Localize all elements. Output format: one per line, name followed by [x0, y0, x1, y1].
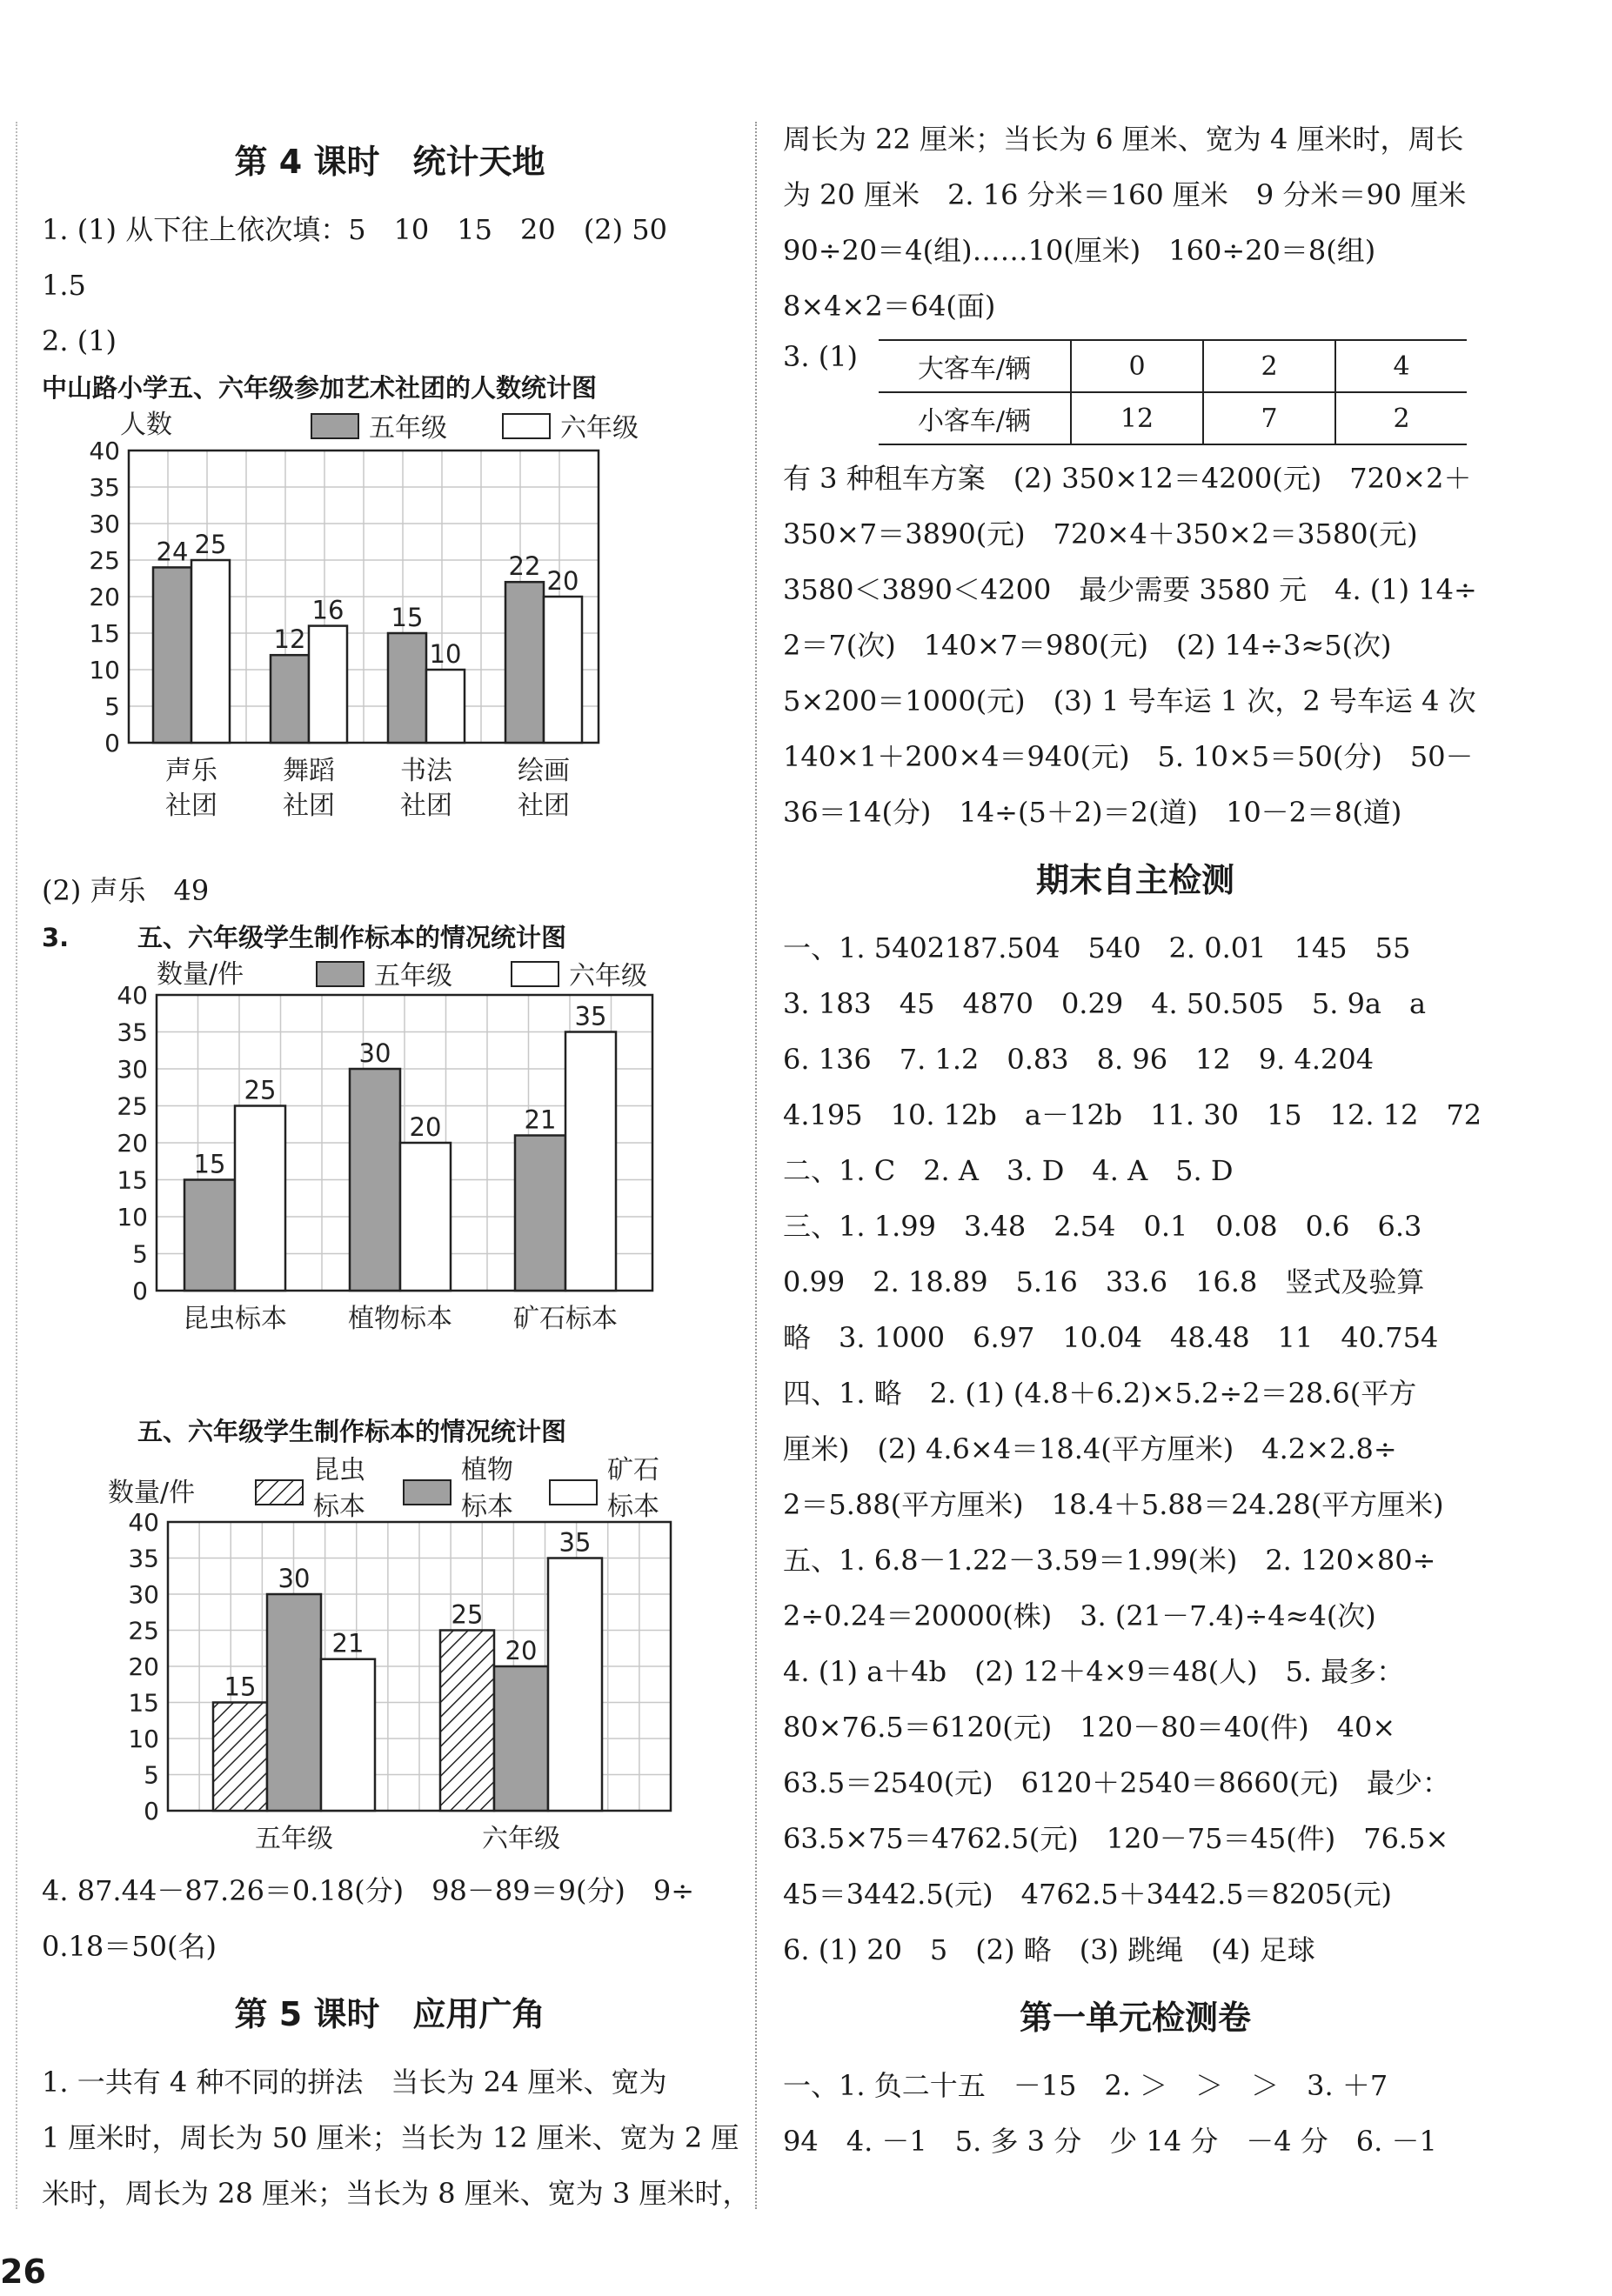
bar-value-label: 30 — [278, 1564, 311, 1593]
table-cell: 7 — [1203, 392, 1335, 444]
bar — [494, 1666, 548, 1811]
table-cell: 2 — [1203, 340, 1335, 392]
y-axis-label: 人数 — [120, 410, 172, 440]
q2-label: 2. (1) — [42, 324, 117, 357]
bar — [400, 1143, 451, 1291]
answer-line: 三、1. 1.99 3.48 2.54 0.1 0.08 0.6 6.3 — [783, 1210, 1422, 1243]
y-axis-label: 数量/件 — [157, 959, 244, 990]
x-tick-label: 五年级 — [255, 1824, 333, 1854]
bar — [350, 1069, 400, 1291]
bar — [505, 582, 544, 743]
y-tick-label: 40 — [117, 981, 148, 1010]
y-tick-label: 15 — [128, 1688, 159, 1718]
y-tick-label: 5 — [132, 1239, 148, 1269]
bar — [544, 597, 582, 743]
right-column — [783, 111, 1488, 2169]
bar — [271, 655, 309, 743]
legend-label: 标本 — [313, 1492, 365, 1522]
left-margin-divider — [16, 122, 17, 2209]
x-tick-label: 社团 — [283, 791, 335, 821]
legend-swatch — [503, 414, 550, 438]
legend-label: 五年级 — [369, 413, 447, 444]
legend-label: 标本 — [607, 1492, 659, 1522]
unit1-test-title: 第一单元检测卷 — [1019, 1999, 1251, 2037]
y-tick-label: 35 — [117, 1018, 148, 1047]
bar-value-label: 24 — [156, 537, 189, 567]
table-cell: 大客车/辆 — [879, 340, 1071, 392]
answer-line: 350×7＝3890(元) 720×4＋350×2＝3580(元) — [783, 517, 1418, 551]
lesson4-title: 第 4 课时 统计天地 — [234, 143, 545, 181]
y-tick-label: 30 — [128, 1580, 159, 1609]
legend-label: 矿石 — [607, 1455, 659, 1485]
legend-label: 六年级 — [569, 961, 647, 991]
table-row — [879, 340, 1467, 392]
answer-line: 63.5＝2540(元) 6120＋2540＝8660(元) 最少： — [783, 1766, 1450, 1799]
bar-value-label: 21 — [524, 1105, 557, 1135]
bar — [235, 1106, 285, 1292]
bar-value-label: 22 — [508, 551, 541, 582]
answer-line: 0.99 2. 18.89 5.16 33.6 16.8 竖式及验算 — [783, 1265, 1425, 1298]
answer-line: 90÷20＝4(组)……10(厘米) 160÷20＝8(组) — [783, 234, 1376, 267]
y-tick-label: 20 — [89, 583, 120, 611]
y-tick-label: 40 — [128, 1508, 159, 1537]
answer-line: 略 3. 1000 6.97 10.04 48.48 11 40.754 — [783, 1321, 1439, 1354]
bar — [153, 567, 191, 743]
l5-line2: 1 厘米时，周长为 50 厘米；当长为 12 厘米、宽为 2 厘 — [42, 2121, 739, 2154]
x-tick-label: 书法 — [400, 756, 452, 786]
answer-line: 2÷0.24＝20000(株) 3. (21－7.4)÷4≈4(次) — [783, 1599, 1376, 1632]
bar-value-label: 35 — [559, 1527, 592, 1558]
bar — [184, 1180, 235, 1292]
chart1-title: 中山路小学五、六年级参加艺术社团的人数统计图 — [42, 373, 598, 403]
answer-line: 周长为 22 厘米；当长为 6 厘米、宽为 4 厘米时，周长 — [783, 123, 1464, 156]
x-tick-label: 绘画 — [518, 756, 570, 786]
x-tick-label: 社团 — [165, 791, 217, 821]
y-tick-label: 0 — [104, 729, 120, 758]
table-cell: 4 — [1335, 340, 1467, 392]
y-tick-label: 25 — [117, 1091, 148, 1121]
answer-line: 为 20 厘米 2. 16 分米＝160 厘米 9 分米＝90 厘米 — [783, 178, 1467, 211]
page-number: 26 — [0, 2253, 46, 2291]
answer-line: 6. (1) 20 5 (2) 略 (3) 跳绳 (4) 足球 — [783, 1933, 1315, 1966]
legend-label: 植物 — [461, 1455, 513, 1485]
answer-line: 3580＜3890＜4200 最少需要 3580 元 4. (1) 14÷ — [783, 573, 1477, 606]
bar — [548, 1558, 602, 1812]
answer-line: 63.5×75＝4762.5(元) 120－75＝45(件) 76.5× — [783, 1822, 1449, 1855]
y-tick-label: 0 — [132, 1277, 148, 1305]
bar — [515, 1136, 565, 1292]
legend-swatch — [512, 962, 559, 986]
y-tick-label: 25 — [89, 546, 120, 575]
bar — [309, 626, 347, 743]
bar — [267, 1594, 321, 1811]
bar-value-label: 25 — [244, 1075, 277, 1105]
legend-swatch — [311, 414, 358, 438]
x-tick-label: 社团 — [518, 791, 570, 821]
bar — [321, 1659, 375, 1811]
bar — [213, 1703, 267, 1812]
y-tick-label: 20 — [117, 1129, 148, 1158]
l5-line3: 米时，周长为 28 厘米；当长为 8 厘米、宽为 3 厘米时， — [42, 2177, 751, 2210]
x-tick-label: 植物标本 — [348, 1304, 452, 1334]
answer-line: 2＝7(次) 140×7＝980(元) (2) 14÷3≈5(次) — [783, 629, 1392, 662]
bar — [426, 670, 465, 743]
answer-line: 3. 183 45 4870 0.29 4. 50.505 5. 9a a — [783, 987, 1427, 1020]
answer-line: 一、1. 负二十五 －15 2. ＞ ＞ ＞ 3. ＋7 — [783, 2069, 1388, 2102]
answers-block-a — [783, 111, 1488, 334]
answer-line: 140×1＋200×4＝940(元) 5. 10×5＝50(分) 50－ — [783, 740, 1474, 773]
l5-line1: 1. 一共有 4 种不同的拼法 当长为 24 厘米、宽为 — [42, 2066, 667, 2099]
x-tick-label: 社团 — [400, 791, 452, 821]
y-tick-label: 15 — [117, 1165, 148, 1195]
chart2-title: 五、六年级学生制作标本的情况统计图 — [137, 923, 567, 952]
y-tick-label: 5 — [104, 692, 120, 721]
answer-line: 二、1. C 2. A 3. D 4. A 5. D — [783, 1154, 1234, 1187]
answer-line: 四、1. 略 2. (1) (4.8＋6.2)×5.2÷2＝28.6(平方 — [783, 1377, 1417, 1410]
q1-line2: 1.5 — [42, 269, 86, 302]
q3-table-row — [783, 339, 1488, 445]
answer-line: 4. (1) a＋4b (2) 12＋4×9＝48(人) 5. 最多： — [783, 1655, 1405, 1688]
bar-value-label: 15 — [224, 1672, 257, 1702]
bar-value-label: 25 — [451, 1599, 484, 1630]
table-cell: 12 — [1071, 392, 1203, 444]
q3-label: 3. — [42, 923, 70, 952]
chart3-title: 五、六年级学生制作标本的情况统计图 — [137, 1417, 567, 1446]
x-tick-label: 舞蹈 — [283, 756, 335, 786]
q3-label: 3. (1) — [783, 340, 859, 373]
answer-line: 36＝14(分) 14÷(5＋2)＝2(道) 10－2＝8(道) — [783, 796, 1402, 829]
bar-value-label: 20 — [409, 1112, 442, 1142]
answers-block-c — [783, 920, 1488, 1978]
answer-line: 6. 136 7. 1.2 0.83 8. 96 12 9. 4.204 — [783, 1043, 1375, 1076]
table-cell: 2 — [1335, 392, 1467, 444]
bar-value-label: 15 — [391, 603, 424, 632]
column-divider — [755, 122, 757, 2209]
q2-part2: (2) 声乐 49 — [42, 874, 210, 907]
chart2-heading — [42, 918, 738, 957]
y-tick-label: 30 — [117, 1055, 148, 1084]
bar — [191, 560, 230, 743]
legend-swatch — [550, 1480, 597, 1505]
bar — [440, 1631, 494, 1812]
answer-line: 8×4×2＝64(面) — [783, 290, 996, 323]
y-tick-label: 15 — [89, 619, 120, 648]
lesson5-title: 第 5 课时 应用广角 — [234, 1995, 545, 2033]
table-cell: 0 — [1071, 340, 1203, 392]
x-tick-label: 六年级 — [482, 1824, 560, 1854]
bar-value-label: 21 — [331, 1628, 365, 1659]
y-tick-label: 25 — [128, 1616, 159, 1645]
x-tick-label: 矿石标本 — [513, 1304, 618, 1334]
chart1 — [42, 407, 738, 859]
answer-line: 45＝3442.5(元) 4762.5＋3442.5＝8205(元) — [783, 1878, 1393, 1911]
answers-block-d — [783, 2058, 1488, 2169]
car-table — [879, 339, 1467, 445]
q1-line1: 1. (1) 从下往上依次填：5 10 15 20 (2) 50 — [42, 213, 667, 246]
y-tick-label: 5 — [144, 1760, 159, 1790]
table-cell: 小客车/辆 — [879, 392, 1071, 444]
x-tick-label: 昆虫标本 — [183, 1304, 287, 1334]
legend-swatch — [317, 962, 364, 986]
answer-line: 4.195 10. 12b a－12b 11. 30 15 12. 12 72 — [783, 1098, 1482, 1131]
answer-line: 一、1. 5402187.504 540 2. 0.01 145 55 — [783, 931, 1411, 964]
y-axis-label: 数量/件 — [108, 1478, 196, 1508]
bar-value-label: 20 — [505, 1636, 538, 1665]
answer-line: 2＝5.88(平方厘米) 18.4＋5.88＝24.28(平方厘米) — [783, 1488, 1444, 1521]
y-tick-label: 10 — [89, 656, 120, 684]
bar-value-label: 20 — [546, 566, 579, 596]
answer-line: 94 4. －1 5. 多 3 分 少 14 分 －4 分 6. －1 — [783, 2125, 1437, 2158]
legend-label: 标本 — [461, 1492, 513, 1522]
answers-block-b — [783, 451, 1488, 840]
y-tick-label: 10 — [117, 1203, 148, 1231]
legend-label: 五年级 — [374, 961, 452, 991]
left-column — [42, 122, 751, 2221]
y-tick-label: 35 — [128, 1544, 159, 1573]
x-tick-label: 声乐 — [165, 756, 217, 786]
final-exam-title: 期末自主检测 — [1035, 861, 1234, 899]
table-row — [879, 392, 1467, 444]
answer-line: 五、1. 6.8－1.22－3.59＝1.99(米) 2. 120×80÷ — [783, 1544, 1436, 1577]
answer-line: 有 3 种租车方案 (2) 350×12＝4200(元) 720×2＋ — [783, 462, 1472, 495]
y-tick-label: 10 — [128, 1725, 159, 1753]
bar-value-label: 25 — [194, 530, 227, 559]
legend-label: 六年级 — [560, 413, 639, 444]
y-tick-label: 20 — [128, 1652, 159, 1681]
q4-line1: 4. 87.44－87.26＝0.18(分) 98－89＝9(分) 9÷ — [42, 1874, 695, 1907]
bar-value-label: 12 — [273, 624, 306, 655]
chart2 — [42, 957, 738, 1409]
y-tick-label: 30 — [89, 510, 120, 538]
answer-line: 厘米) (2) 4.6×4＝18.4(平方厘米) 4.2×2.8÷ — [783, 1432, 1397, 1465]
y-tick-label: 40 — [89, 437, 120, 465]
bar — [565, 1032, 616, 1292]
legend-label: 昆虫 — [313, 1455, 365, 1485]
bar-value-label: 35 — [574, 1001, 607, 1031]
y-tick-label: 0 — [144, 1797, 159, 1825]
bar-value-label: 30 — [358, 1038, 391, 1068]
bar-value-label: 16 — [311, 595, 344, 625]
chart3 — [42, 1451, 738, 1859]
bar-value-label: 10 — [429, 639, 462, 669]
legend-swatch — [404, 1480, 451, 1505]
bar-value-label: 15 — [193, 1149, 226, 1179]
y-tick-label: 35 — [89, 473, 120, 502]
bar — [388, 633, 426, 743]
q4-line2: 0.18＝50(名) — [42, 1930, 217, 1963]
answer-line: 80×76.5＝6120(元) 120－80＝40(件) 40× — [783, 1711, 1396, 1744]
answer-line: 5×200＝1000(元) (3) 1 号车运 1 次，2 号车运 4 次 — [783, 684, 1476, 718]
legend-swatch — [256, 1480, 303, 1505]
